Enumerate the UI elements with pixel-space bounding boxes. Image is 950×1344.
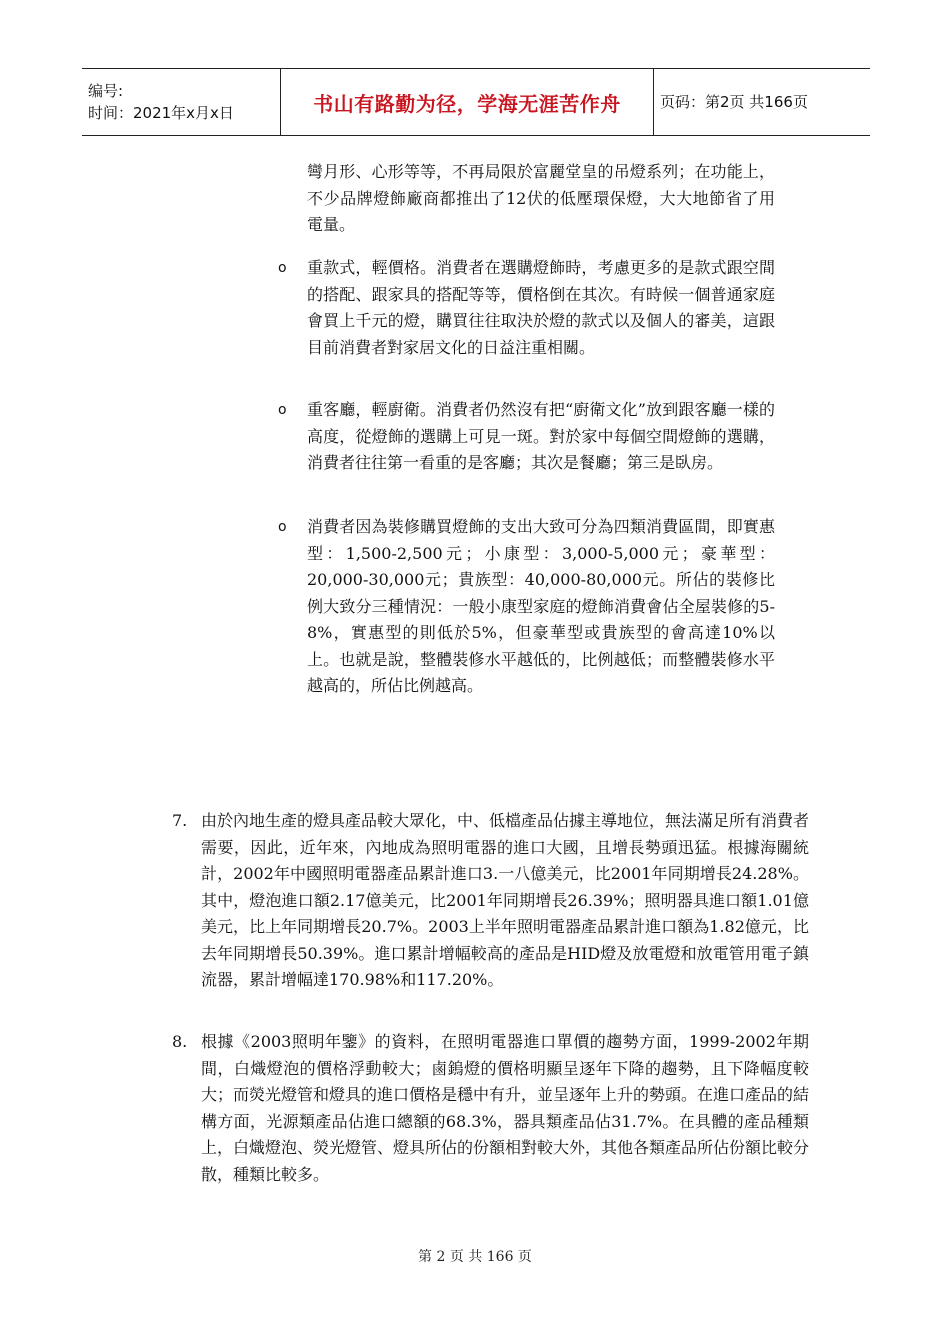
bullet-text: 重款式，輕價格。消費者在選購燈飾時，考慮更多的是款式跟空間的搭配、跟家具的搭配等等，價格倒在其次。有時候一個普通家庭會買上千元的燈，購買往往取決於燈的款式以及個人的審美，這跟目前消費者對家居文化的日益注重相關。 xyxy=(307,258,775,357)
header-motto: 书山有路勤为径，学海无涯苦作舟 xyxy=(313,91,621,116)
bullet-marker: o xyxy=(278,519,287,535)
bullet-text: 重客廳，輕廚衛。消費者仍然沒有把“廚衛文化”放到跟客廳一樣的高度，從燈飾的選購上可見一斑。對於家中每個空間燈飾的選購，消費者往往第一看重的是客廳；其次是餐廳；第三是臥房。 xyxy=(307,400,775,472)
header-page-info: 页码：第2页 共166页 xyxy=(660,93,808,111)
continuation-paragraph: 彎月形、心形等等，不再局限於富麗堂皇的吊燈系列；在功能上，不少品牌燈飾廠商都推出了12伏的低壓環保燈，大大地節省了用電量。 xyxy=(307,162,775,234)
page-header xyxy=(82,68,870,136)
document-time-label: 时间：2021年x月x日 xyxy=(88,104,234,122)
bullet-marker: o xyxy=(278,260,287,276)
item-text: 根據《2003照明年鑒》的資料，在照明電器進口單價的趨勢方面，1999-2002年期間，白熾燈泡的價格浮動較大；鹵鎢燈的價格明顯呈逐年下降的趨勢，且下降幅度較大；而熒光燈管和燈具的進口價格是穩中有升，並呈逐年上升的勢頭。在進口產品的結構方面，光源類產品佔進口總額的68.3%，器具類產品佔31.7%。在具體的產品種類上，白熾燈泡、熒光燈管、燈具所佔的份額相對較大外，其他各類產品所佔份額比較分散，種類比較多。 xyxy=(201,1032,810,1184)
item-number: 7. xyxy=(172,811,188,830)
page-footer: 第 2 页 共 166 页 xyxy=(418,1249,532,1265)
bullet-marker: o xyxy=(278,402,287,418)
bullet-text: 消費者因為裝修購買燈飾的支出大致可分為四類消費區間，即實惠型：1,500-2,500元；小康型：3,000-5,000元；豪華型：20,000-30,000元；貴族型：40,000-80,000元。所佔的裝修比例大致分三種情況：一般小康型家庭的燈飾消費會佔全屋裝修的5-8%，實惠型的則低於5%，但豪華型或貴族型的會高達10%以上。也就是說，整體裝修水平越低的，比例越低；而整體裝修水平越高的，所佔比例越高。 xyxy=(307,517,775,695)
header-page-cell xyxy=(654,69,870,135)
item-text: 由於內地生產的燈具產品較大眾化，中、低檔產品佔據主導地位，無法滿足所有消費者需要，因此，近年來，內地成為照明電器的進口大國，且增長勢頭迅猛。根據海關統計，2002年中國照明電器產品累計進口3.一八億美元，比2001年同期增長24.28%。其中，燈泡進口額2.17億美元，比2001年同期增長26.39%；照明器具進口額1.01億美元，比上年同期增長20.7%。2003上半年照明電器產品累計進口額為1.82億元，比去年同期增長50.39%。進口累計增幅較高的產品是HID燈及放電燈和放電管用電子鎮流器，累計增幅達170.98%和117.20%。 xyxy=(201,811,810,989)
document-number-label: 编号: xyxy=(88,82,124,100)
header-meta-cell xyxy=(82,69,281,135)
header-motto-cell xyxy=(281,69,654,135)
item-number: 8. xyxy=(172,1032,188,1051)
